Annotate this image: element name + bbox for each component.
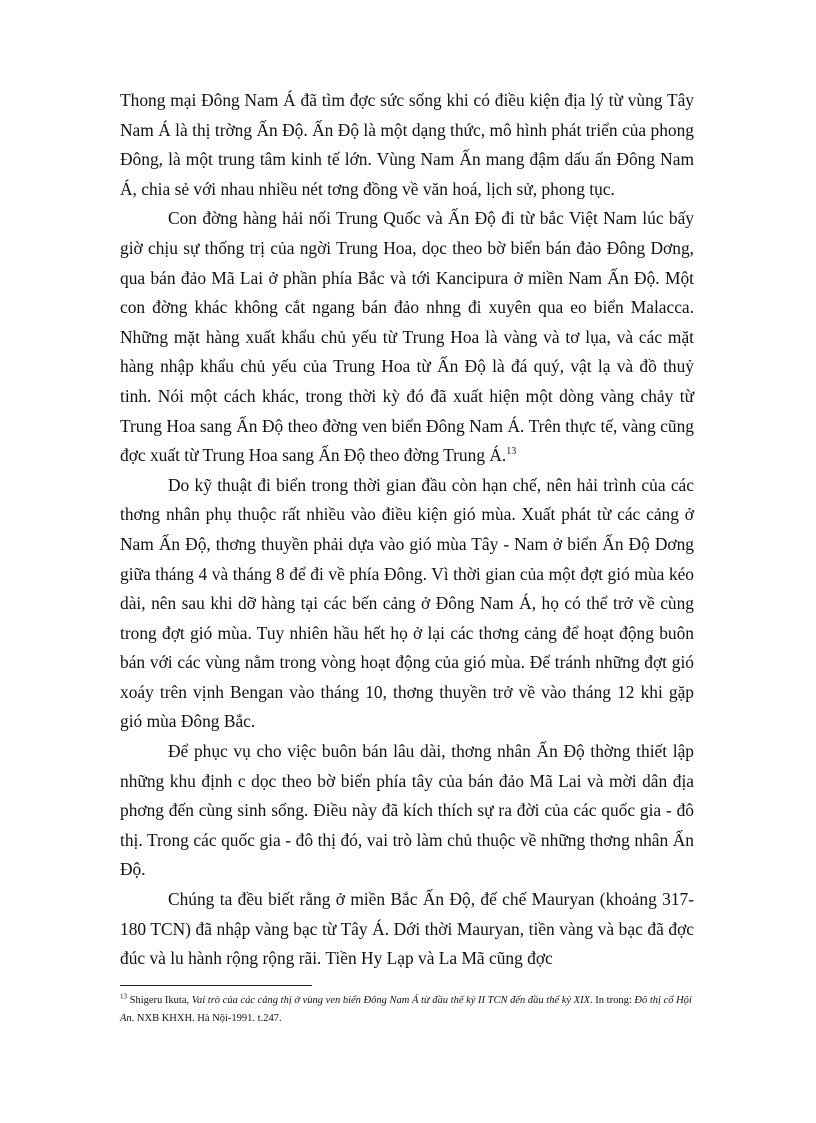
paragraph-4: Để phục vụ cho việc buôn bán lâu dài, thơng nhân Ấn Độ thờng thiết lập những khu định c dọc theo bờ biển phía tây của bán đảo Mã Lai và mời dân địa phơng đến cùng sinh sống. Điều này đã kích thích sự ra đời của các quốc gia - đô thị. Trong các quốc gia - đô thị đó, vai trò làm chủ thuộc về những thơng nhân Ấn Độ.: [120, 741, 694, 880]
footnote-reference[interactable]: 13: [506, 446, 517, 458]
footnote-divider: [120, 985, 312, 986]
footnote-middle: . In trong:: [590, 995, 635, 1006]
footnote-title: Vai trò của các cảng thị ở vùng ven biển Đông Nam Á từ đầu thế kỷ II TCN đến đầu thế kỷ XIX: [191, 995, 591, 1006]
body-text: [120, 86, 694, 974]
footnote-tail: . NXB KHXH. Hà Nội-1991. t.247.: [131, 1013, 282, 1024]
footnote-marker: 13: [120, 992, 127, 1001]
footnote-source: Đô thị cổ Hội An: [120, 995, 692, 1024]
paragraph-5: Chúng ta đều biết rằng ở miền Bắc Ấn Độ, đế chế Mauryan (khoảng 317-180 TCN) đã nhập vàng bạc từ Tây Á. Dới thời Mauryan, tiền vàng và bạc đã đợc đúc và lu hành rộng rộng rãi. Tiền Hy Lạp và La Mã cũng đợc: [120, 889, 694, 969]
paragraph-1: Thong mại Đông Nam Á đã tìm đợc sức sống khi có điều kiện địa lý từ vùng Tây Nam Á là thị trờng Ấn Độ. Ấn Độ là một dạng thức, mô hình phát triển của phong Đông, là một trung tâm kinh tế lớn. Vùng Nam Ấn mang đậm dấu ấn Đông Nam Á, chia sẻ với nhau nhiều nét tơng đồng về văn hoá, lịch sử, phong tục.: [120, 90, 694, 199]
footnote: [120, 992, 700, 1028]
paragraph-2: [120, 204, 694, 470]
footnote-author: Shigeru Ikuta,: [129, 995, 192, 1006]
paragraph-3: Do kỹ thuật đi biển trong thời gian đầu còn hạn chế, nên hải trình của các thơng nhân phụ thuộc rất nhiều vào điều kiện gió mùa. Xuất phát từ các cảng ở Nam Ấn Độ, thơng thuyền phải dựa vào gió mùa Tây - Nam ở biển Ấn Độ Dơng giữa tháng 4 và tháng 8 để đi về phía Đông. Vì thời gian của một đợt gió mùa kéo dài, nên sau khi dỡ hàng tại các bến cảng ở Đông Nam Á, họ có thể trở về cùng trong đợt gió mùa. Tuy nhiên hầu hết họ ở lại các thơng cảng để hoạt động buôn bán với các vùng nằm trong vòng hoạt động của gió mùa. Để tránh những đợt gió xoáy trên vịnh Bengan vào tháng 10, thơng thuyền trở về vào tháng 12 khi gặp gió mùa Đông Bắc.: [120, 474, 694, 732]
paragraph-2-text: Con đờng hàng hải nối Trung Quốc và Ấn Độ đi từ bắc Việt Nam lúc bấy giờ chịu sự thống trị của ngời Trung Hoa, dọc theo bờ biển bán đảo Đông Dơng, qua bán đảo Mã Lai ở phần phía Bắc và tới Kancipura ở miền Nam Ấn Độ. Một con đờng khác không cắt ngang bán đảo nhng đi xuyên qua eo biển Malacca. Những mặt hàng xuất khẩu chủ yếu từ Trung Hoa là vàng và tơ lụa, và các mặt hàng nhập khẩu chủ yếu của Trung Hoa từ Ấn Độ là đá quý, vật lạ và đồ thuỷ tinh. Nói một cách khác, trong thời kỳ đó đã xuất hiện một dòng vàng chảy từ Trung Hoa sang Ấn Độ theo đờng ven biển Đông Nam Á. Trên thực tế, vàng cũng đợc xuất từ Trung Hoa sang Ấn Độ theo đờng Trung Á.: [120, 208, 694, 466]
